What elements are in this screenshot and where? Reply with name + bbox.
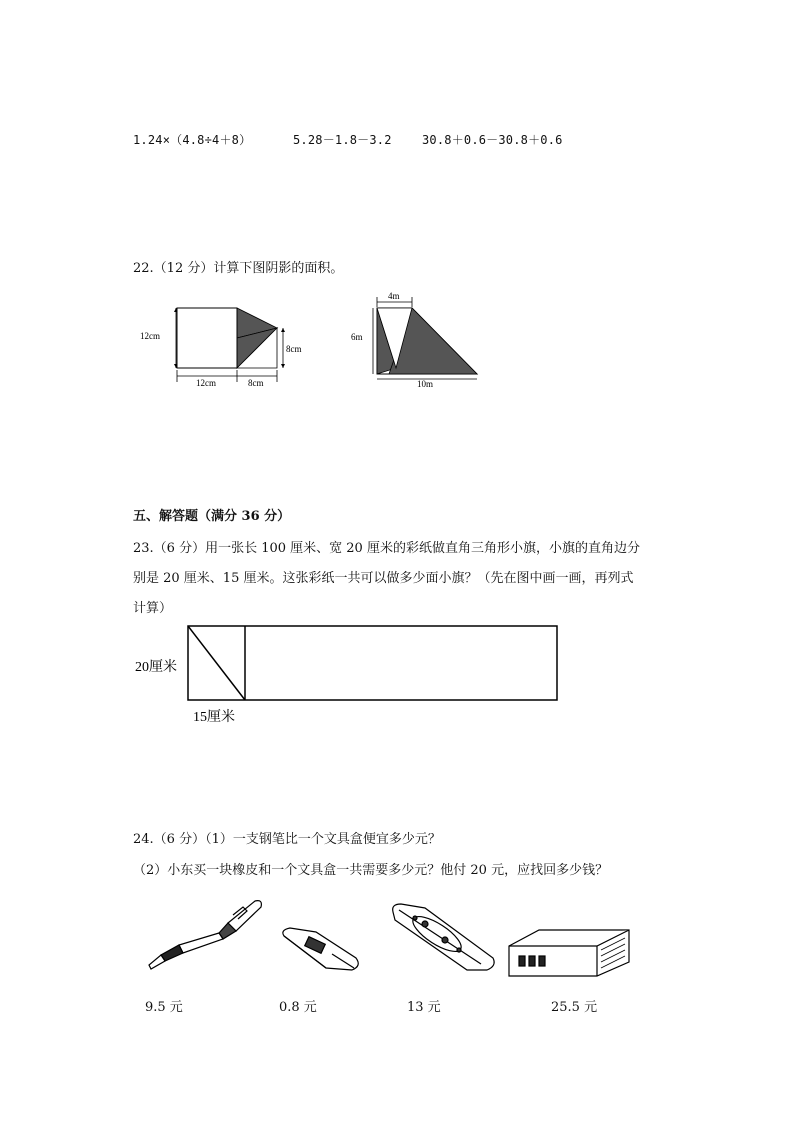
label-8cm-width: 8cm: [248, 378, 264, 388]
question-23-line-2: 别是 20 厘米、15 厘米。这张彩纸一共可以做多少面小旗？（先在图中画一画，再列式: [133, 571, 634, 586]
label-8cm-height: 8cm: [286, 344, 302, 354]
label-10m: 10m: [417, 379, 434, 388]
figure-trapezoid: [345, 288, 485, 388]
label-15cm: 15厘米: [193, 710, 235, 725]
label-12cm-width: 12cm: [196, 378, 216, 388]
label-6m: 6m: [351, 332, 363, 342]
question-23-line-1: 23.（6 分）用一张长 100 厘米、宽 20 厘米的彩纸做直角三角形小旗，小旗的直角边分: [133, 541, 640, 556]
label-12cm-height: 12cm: [140, 331, 160, 341]
label-4m: 4m: [388, 291, 400, 301]
label-20cm: 20厘米: [135, 660, 177, 675]
section-5-heading: 五、解答题（满分 36 分）: [133, 509, 291, 524]
expression-3: 30.8＋0.6－30.8＋0.6: [422, 133, 563, 147]
expression-1: 1.24×（4.8÷4＋8）: [133, 133, 252, 147]
eraser-icon: [276, 920, 366, 978]
pen-icon: [143, 893, 268, 973]
book-icon: [505, 922, 640, 980]
figure-square-triangle: [130, 290, 310, 390]
price-pen: 9.5 元: [145, 1000, 183, 1015]
question-23-line-3: 计算）: [133, 601, 173, 616]
expression-2: 5.28－1.8－3.2: [293, 133, 392, 147]
question-24-line-1: 24.（6 分）（1）一支钢笔比一个文具盒便宜多少元？: [133, 832, 441, 847]
price-pencil-case: 13 元: [407, 1000, 441, 1015]
paper-strip-diagram: [130, 620, 570, 730]
question-24-line-2: （2）小东买一块橡皮和一个文具盒一共需要多少元？他付 20 元，应找回多少钱？: [133, 863, 609, 878]
price-book: 25.5 元: [551, 1000, 598, 1015]
price-eraser: 0.8 元: [279, 1000, 317, 1015]
question-22-title: 22.（12 分）计算下图阴影的面积。: [133, 261, 344, 276]
pencil-case-icon: [385, 898, 500, 976]
